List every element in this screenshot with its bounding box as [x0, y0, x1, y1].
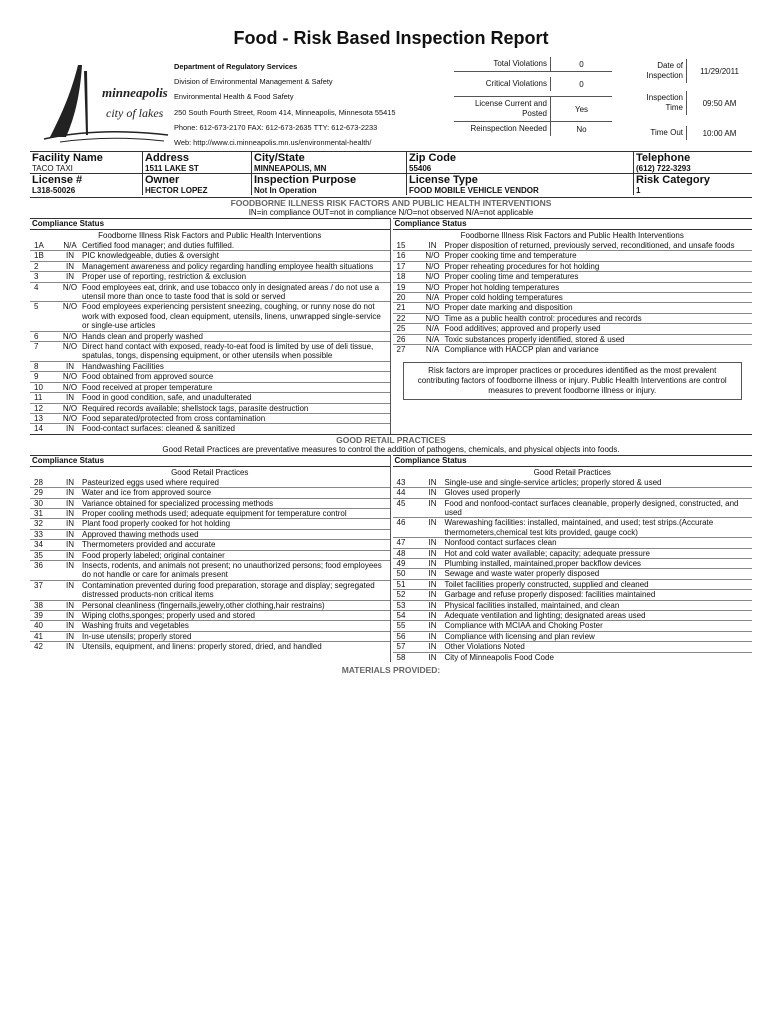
item-number: 53 [396, 600, 406, 610]
item-number: 54 [396, 611, 406, 620]
item-status: IN [66, 550, 74, 560]
item-number: 29 [34, 488, 43, 498]
item-number: 45 [396, 498, 406, 508]
item-text: Thermometers provided and accurate [82, 540, 216, 550]
item-row [30, 301, 390, 330]
item-row [393, 517, 753, 537]
license-posted-row: License Current and Posted Yes [454, 97, 612, 122]
item-row [393, 323, 753, 333]
item-status: IN [428, 241, 437, 250]
item-status: N/A [63, 241, 77, 250]
item-status: IN [428, 600, 437, 610]
item-number: 5 [34, 302, 39, 312]
facility-city: MINNEAPOLIS, MN [252, 164, 407, 174]
owner-header: Owner [143, 174, 252, 187]
item-text: Sewage and waste water properly disposed [444, 569, 600, 579]
risk-factors-note: Risk factors are improper practices or procedures identified as the most prevalent contributing factors of foodborne illness or injury. Public Health Interventions are control measures to prevent foodborne illness or injury. [403, 362, 743, 400]
item-row [30, 392, 390, 402]
item-number: 48 [396, 548, 406, 558]
column-header: Foodborne Illness Risk Factors and Public Health Interventions [98, 231, 322, 240]
dept-name: Department of Regulatory Services [174, 62, 298, 71]
item-text: Proper cooking time and temperature [444, 251, 577, 261]
facility-info-table [30, 151, 752, 195]
item-text: Proper hot holding temperatures [444, 282, 560, 292]
foodborne-heading: FOODBORNE ILLNESS RISK FACTORS AND PUBLIC HEALTH INTERVENTIONS [30, 197, 752, 208]
column-header: Good Retail Practices [533, 467, 611, 477]
item-status: N/O [425, 272, 440, 282]
item-number: 22 [396, 313, 406, 323]
item-text: Food in good condition, safe, and unadulterated [82, 393, 252, 403]
license-type-header: License Type [407, 174, 634, 187]
item-status: N/O [425, 261, 440, 271]
item-status: IN [66, 621, 74, 631]
item-row [30, 600, 390, 610]
item-row [393, 498, 753, 518]
item-text: Utensils, equipment, and linens: properly stored, dried, and handled [82, 642, 322, 652]
item-text: Proper date marking and disposition [444, 303, 573, 313]
item-number: 55 [396, 621, 406, 631]
telephone-header: Telephone [634, 152, 753, 165]
item-row [393, 334, 753, 344]
facility-address: 1511 LAKE ST [143, 164, 252, 174]
item-row [30, 361, 390, 371]
item-row [30, 529, 390, 539]
item-status: IN [428, 498, 437, 508]
item-number: 50 [396, 569, 406, 579]
item-text: Management awareness and policy regarding handling employee health situations [82, 261, 374, 271]
item-status: IN [66, 261, 74, 271]
item-status: IN [66, 424, 74, 434]
item-status: IN [428, 652, 437, 662]
item-row [30, 423, 390, 433]
item-status: N/O [62, 302, 78, 312]
item-text: Hands clean and properly washed [82, 331, 203, 341]
time-out-row: Time Out 10:00 AM [624, 121, 752, 145]
total-violations-row: Total Violations 0 [454, 57, 612, 72]
item-status: N/O [425, 251, 440, 261]
inspection-report [30, 22, 752, 675]
item-number: 39 [34, 611, 43, 620]
owner-name: HECTOR LOPEZ [143, 186, 252, 195]
item-row [393, 641, 753, 651]
item-row [30, 550, 390, 560]
retail-subheading: Good Retail Practices are preventative measures to control the addition of pathogens, chemicals, and physical objects into foods. [162, 444, 620, 454]
item-row [393, 537, 753, 547]
item-text: Pasteurized eggs used where required [82, 477, 219, 487]
item-row [30, 250, 390, 260]
item-status: N/A [425, 334, 440, 344]
item-number: 49 [396, 558, 406, 568]
item-status: N/O [425, 313, 440, 323]
column-header: Foodborne Illness Risk Factors and Public Health Interventions [460, 231, 684, 240]
item-number: 6 [34, 331, 39, 341]
facility-zip: 55406 [407, 164, 634, 174]
item-text: Handwashing Facilities [82, 361, 164, 371]
item-row [30, 478, 390, 487]
item-number: 35 [34, 550, 43, 560]
item-row [393, 568, 753, 578]
item-text: Food and nonfood-contact surfaces cleanable, properly designed, constructed, and used [444, 498, 739, 517]
item-status: N/O [62, 331, 78, 341]
item-status: IN [428, 548, 437, 558]
item-status: IN [66, 631, 74, 641]
dept-web: Web: http://www.ci.minneapolis.mn.us/environmental-health/ [174, 138, 372, 148]
item-number: 47 [396, 538, 406, 548]
item-number: 38 [34, 600, 43, 610]
item-text: Physical facilities installed, maintained, and clean [444, 600, 620, 610]
item-number: 2 [34, 261, 39, 271]
retail-left [30, 455, 391, 662]
item-text: Gloves used properly [444, 488, 521, 498]
item-status: IN [66, 393, 74, 403]
item-number: 46 [396, 518, 406, 528]
purpose-header: Inspection Purpose [252, 174, 407, 187]
item-text: In-use utensils; properly stored [82, 631, 192, 641]
compliance-status-header: Compliance Status [30, 218, 390, 230]
item-text: Food properly labeled; original container [82, 550, 225, 560]
item-text: Water and ice from approved source [82, 488, 212, 498]
item-number: 10 [34, 382, 43, 392]
item-number: 28 [34, 477, 43, 487]
item-status: N/A [425, 293, 440, 303]
item-status: IN [66, 361, 74, 371]
item-status: N/O [425, 303, 440, 313]
item-row [30, 413, 390, 423]
item-text: Toilet facilities properly constructed, supplied and cleaned [444, 579, 649, 589]
logo-text-2: city of lakes [106, 106, 164, 120]
item-text: Food additives; approved and properly used [444, 324, 601, 334]
item-row [30, 508, 390, 518]
item-status: IN [428, 488, 437, 498]
item-number: 9 [34, 372, 39, 382]
item-status: IN [66, 272, 74, 282]
item-text: Insects, rodents, and animals not present; no unauthorized persons; food employees do not handle or care for animals present [82, 560, 382, 580]
retail-columns [30, 455, 752, 662]
item-row [393, 548, 753, 558]
item-text: Direct hand contact with exposed, ready-to-eat food is limited by use of deli tissue, spatulas, tongs, dispensing equipment, or other utensils when possible [82, 342, 374, 361]
risk-category: 1 [634, 186, 753, 195]
dept-phone: Phone: 612-673-2170 FAX: 612-673-2635 TTY: 612-673-2233 [174, 122, 378, 132]
item-status: IN [428, 558, 437, 568]
item-text: Compliance with licensing and plan review [444, 631, 595, 641]
city-header: City/State [252, 152, 407, 165]
item-number: 40 [34, 621, 43, 631]
item-number: 33 [34, 529, 43, 539]
facility-phone: (612) 722-3293 [634, 164, 753, 174]
item-number: 20 [396, 293, 406, 303]
retail-right [391, 455, 753, 662]
item-row [393, 292, 753, 302]
item-number: 11 [34, 393, 43, 403]
item-row [393, 620, 753, 630]
materials-provided: MATERIALS PROVIDED: [341, 665, 441, 676]
item-text: Personal cleanliness (fingernails,jewelry,other clothing,hair restrains) [82, 600, 325, 610]
license-number: L318-50026 [32, 186, 76, 195]
item-row [393, 271, 753, 281]
item-status: N/O [62, 342, 78, 352]
item-row [393, 610, 753, 620]
item-row [393, 241, 753, 250]
item-status: IN [428, 579, 437, 589]
item-number: 44 [396, 488, 406, 498]
item-row [393, 282, 753, 292]
item-text: PIC knowledgeable, duties & oversight [82, 251, 219, 261]
item-status: IN [428, 611, 437, 620]
item-number: 8 [34, 361, 39, 371]
item-number: 51 [396, 579, 406, 589]
item-text: Food-contact surfaces: cleaned & sanitized [82, 424, 235, 434]
item-row [393, 487, 753, 497]
foodborne-right-list [393, 241, 753, 354]
dept-address: 250 South Fourth Street, Room 414, Minneapolis, Minnesota 55415 [174, 107, 396, 117]
item-status: IN [428, 569, 437, 579]
facility-name: TACO TAXI [32, 164, 73, 173]
item-number: 25 [396, 324, 406, 334]
facility-name-header: Facility Name [30, 152, 143, 165]
item-row [30, 498, 390, 508]
critical-violations-row: Critical Violations 0 [454, 72, 612, 97]
column-header: Good Retail Practices [171, 467, 249, 477]
item-status: N/O [62, 413, 78, 423]
item-number: 31 [34, 508, 43, 518]
license-type: FOOD MOBILE VEHICLE VENDOR [407, 186, 634, 195]
item-text: Hot and cold water available; capacity; adequate pressure [444, 548, 650, 558]
item-text: Proper cooling time and temperatures [444, 272, 579, 282]
inspection-dates [624, 57, 752, 145]
item-text: Proper use of reporting, restriction & exclusion [82, 272, 247, 282]
item-number: 34 [34, 540, 43, 550]
item-row [393, 344, 753, 354]
dept-division: Division of Environmental Management & Safety [174, 77, 333, 87]
retail-heading: GOOD RETAIL PRACTICES [30, 434, 752, 445]
item-row [30, 382, 390, 392]
item-number: 57 [396, 642, 406, 652]
item-status: IN [66, 498, 74, 508]
item-text: Food obtained from approved source [82, 372, 214, 382]
item-row [393, 631, 753, 641]
item-text: Food separated/protected from cross contamination [82, 413, 266, 423]
item-text: Single-use and single-service articles; properly stored & used [444, 477, 662, 487]
item-status: N/O [62, 382, 78, 392]
item-status: IN [66, 580, 74, 590]
item-number: 19 [396, 282, 406, 292]
item-number: 27 [396, 345, 406, 355]
item-text: Warewashing facilities: installed, maintained, and used; test strips.(Accurate thermometers,chemical test kits provided, gauge cock) [444, 518, 714, 537]
foodborne-left [30, 218, 391, 434]
license-header: License # [30, 174, 143, 187]
item-text: Toxic substances properly identified, stored & used [444, 334, 625, 344]
item-text: Compliance with MCIAA and Choking Poster [444, 621, 603, 631]
item-row [393, 589, 753, 599]
compliance-status-header: Compliance Status [393, 218, 753, 230]
item-text: Proper cooling methods used; adequate equipment for temperature control [82, 508, 347, 518]
item-row [30, 518, 390, 528]
item-text: Approved thawing methods used [82, 529, 199, 539]
item-number: 7 [34, 342, 39, 352]
item-number: 32 [34, 519, 43, 529]
foodborne-left-list [30, 241, 390, 434]
foodborne-columns [30, 218, 752, 434]
item-text: Plumbing installed, maintained,proper backflow devices [444, 558, 642, 568]
item-row [30, 631, 390, 641]
foodborne-legend: IN=in compliance OUT=not in compliance N/O=not observed N/A=not applicable [248, 208, 534, 217]
item-status: N/O [425, 282, 440, 292]
zip-header: Zip Code [407, 152, 634, 165]
item-row [393, 579, 753, 589]
item-status: IN [66, 488, 74, 498]
item-number: 21 [396, 303, 406, 313]
item-row [393, 261, 753, 271]
item-status: IN [428, 477, 437, 487]
item-status: N/O [62, 282, 78, 292]
item-status: IN [428, 590, 437, 600]
item-number: 58 [396, 652, 406, 662]
item-number: 13 [34, 413, 43, 423]
item-status: IN [66, 600, 74, 610]
item-number: 41 [34, 631, 43, 641]
item-number: 4 [34, 282, 39, 292]
item-number: 36 [34, 560, 43, 570]
item-row [30, 580, 390, 600]
item-text: Proper cold holding temperatures [444, 293, 563, 303]
item-text: Plant food properly cooked for hot holding [82, 519, 231, 529]
item-text: Time as a public health control: procedures and records [444, 313, 642, 323]
item-row [393, 558, 753, 568]
item-number: 52 [396, 590, 406, 600]
item-number: 17 [396, 261, 406, 271]
item-row [30, 261, 390, 271]
item-row [30, 610, 390, 620]
item-row [30, 282, 390, 302]
date-row: Date of Inspection 11/29/2011 [624, 57, 752, 85]
item-number: 56 [396, 631, 406, 641]
logo-text-1: minneapolis [102, 85, 168, 100]
retail-right-list [393, 478, 753, 662]
item-status: IN [428, 518, 437, 528]
item-text: Food employees eat, drink, and use tobacco only in designated areas / do not use a utensil more than once to taste food that is sold or served [82, 282, 380, 302]
item-number: 1B [34, 251, 44, 261]
item-text: Certified food manager; and duties fulfilled. [82, 241, 235, 250]
item-row [393, 652, 753, 662]
item-number: 12 [34, 403, 43, 413]
item-row [393, 302, 753, 312]
item-row [30, 341, 390, 361]
department-info [174, 59, 395, 150]
item-row [30, 271, 390, 281]
item-status: IN [66, 540, 74, 550]
item-status: IN [66, 477, 74, 487]
foodborne-right [391, 218, 753, 434]
inspection-purpose: Not In Operation [252, 186, 407, 195]
item-row [393, 313, 753, 323]
item-row [30, 403, 390, 413]
item-text: Variance obtained for specialized processing methods [82, 498, 274, 508]
item-status: IN [428, 538, 437, 548]
risk-header: Risk Category [634, 174, 753, 187]
dept-section: Environmental Health & Food Safety [174, 92, 294, 102]
item-row [30, 539, 390, 549]
item-number: 26 [396, 334, 406, 344]
item-number: 1A [34, 241, 44, 250]
item-text: Wiping cloths,sponges; properly used and stored [82, 611, 255, 620]
compliance-status-header: Compliance Status [393, 455, 753, 467]
item-number: 30 [34, 498, 43, 508]
item-text: Contamination prevented during food preparation, storage and display; segregated distressed products-non critical items [82, 580, 375, 600]
item-text: Food employees experiencing persistent sneezing, coughing, or runny nose do not work with exposed food, clean equipment, utensils, linens, unwrapped single-service or single-use articles [82, 302, 381, 331]
minneapolis-logo [40, 57, 170, 145]
item-status: IN [66, 529, 74, 539]
item-text: Other Violations Noted [444, 642, 525, 652]
report-header [30, 53, 752, 151]
compliance-status-header: Compliance Status [30, 455, 390, 467]
item-row [30, 641, 390, 651]
item-status: IN [66, 508, 74, 518]
item-text: Washing fruits and vegetables [82, 621, 189, 631]
item-row [30, 331, 390, 341]
item-row [30, 241, 390, 250]
item-number: 37 [34, 580, 43, 590]
item-text: Nonfood contact surfaces clean [444, 538, 557, 548]
report-title: Food - Risk Based Inspection Report [233, 28, 549, 48]
item-status: N/A [425, 345, 440, 355]
item-number: 43 [396, 477, 406, 487]
time-in-row: Inspection Time 09:50 AM [624, 85, 752, 121]
item-text: City of Minneapolis Food Code [444, 652, 554, 662]
violation-totals [454, 57, 612, 136]
item-text: Proper disposition of returned, previously served, reconditioned, and unsafe foods [444, 241, 735, 250]
item-row [30, 371, 390, 381]
retail-left-list [30, 478, 390, 652]
item-number: 3 [34, 272, 39, 282]
reinspection-row: Reinspection Needed No [454, 122, 612, 136]
item-status: N/A [425, 324, 440, 334]
item-row [393, 478, 753, 487]
item-status: IN [428, 642, 437, 652]
item-row [30, 560, 390, 580]
item-status: IN [66, 611, 74, 620]
item-status: N/O [62, 372, 78, 382]
item-text: Food received at proper temperature [82, 382, 213, 392]
item-row [393, 600, 753, 610]
address-header: Address [143, 152, 252, 165]
item-text: Required records available; shellstock tags, parasite destruction [82, 403, 309, 413]
item-status: IN [428, 621, 437, 631]
item-number: 14 [34, 424, 43, 434]
item-row [393, 250, 753, 260]
item-number: 18 [396, 272, 406, 282]
item-number: 15 [396, 241, 406, 250]
item-status: IN [66, 560, 74, 570]
item-status: IN [66, 642, 74, 652]
item-number: 16 [396, 251, 406, 261]
item-number: 42 [34, 642, 43, 652]
item-status: N/O [62, 403, 78, 413]
item-status: IN [66, 519, 74, 529]
item-status: IN [66, 251, 74, 261]
item-text: Garbage and refuse properly disposed: facilities maintained [444, 590, 656, 600]
item-row [30, 620, 390, 630]
item-text: Proper reheating procedures for hot holding [444, 261, 600, 271]
item-text: Adequate ventilation and lighting; designated areas used [444, 611, 646, 620]
item-status: IN [428, 631, 437, 641]
item-text: Compliance with HACCP plan and variance [444, 345, 599, 355]
item-row [30, 487, 390, 497]
